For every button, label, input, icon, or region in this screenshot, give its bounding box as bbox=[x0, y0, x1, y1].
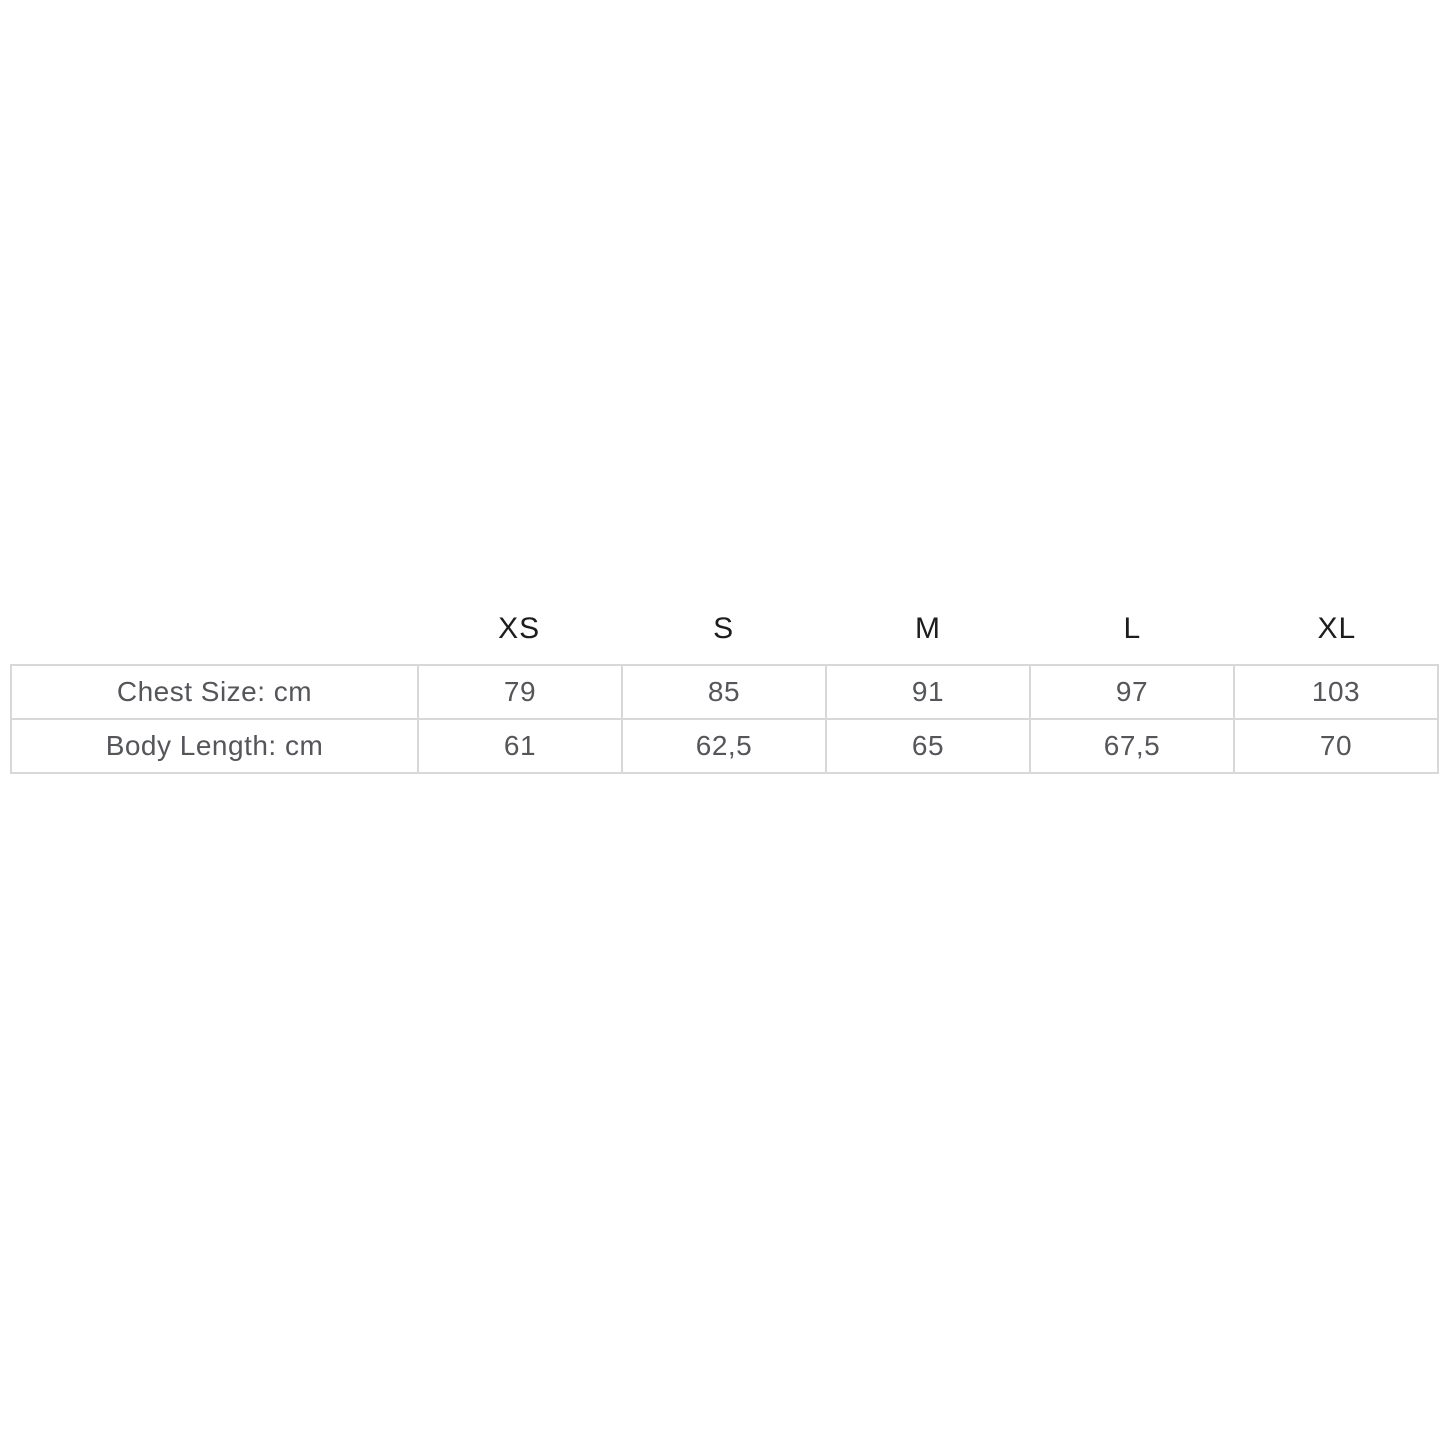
size-column-header-l: L bbox=[1123, 612, 1142, 645]
size-chart bbox=[10, 611, 1439, 774]
size-column-header-m: M bbox=[914, 612, 941, 645]
chest-size-s: 85 bbox=[622, 665, 826, 719]
body-length-m: 65 bbox=[826, 719, 1030, 773]
table-row-chest-size bbox=[11, 665, 1438, 719]
size-column-header-xl: XL bbox=[1317, 612, 1357, 645]
row-label-chest-size: Chest Size: cm bbox=[11, 665, 418, 719]
body-length-xl: 70 bbox=[1234, 719, 1438, 773]
table-row-body-length bbox=[11, 719, 1438, 773]
body-length-xs: 61 bbox=[418, 719, 622, 773]
size-column-header-xs: XS bbox=[498, 612, 541, 645]
size-table bbox=[10, 664, 1439, 774]
size-column-header-s: S bbox=[713, 612, 735, 645]
chest-size-xs: 79 bbox=[418, 665, 622, 719]
chest-size-l: 97 bbox=[1030, 665, 1234, 719]
chest-size-xl: 103 bbox=[1234, 665, 1438, 719]
row-label-body-length: Body Length: cm bbox=[11, 719, 418, 773]
body-length-l: 67,5 bbox=[1030, 719, 1234, 773]
size-header-row bbox=[10, 611, 1439, 647]
chest-size-m: 91 bbox=[826, 665, 1030, 719]
body-length-s: 62,5 bbox=[622, 719, 826, 773]
